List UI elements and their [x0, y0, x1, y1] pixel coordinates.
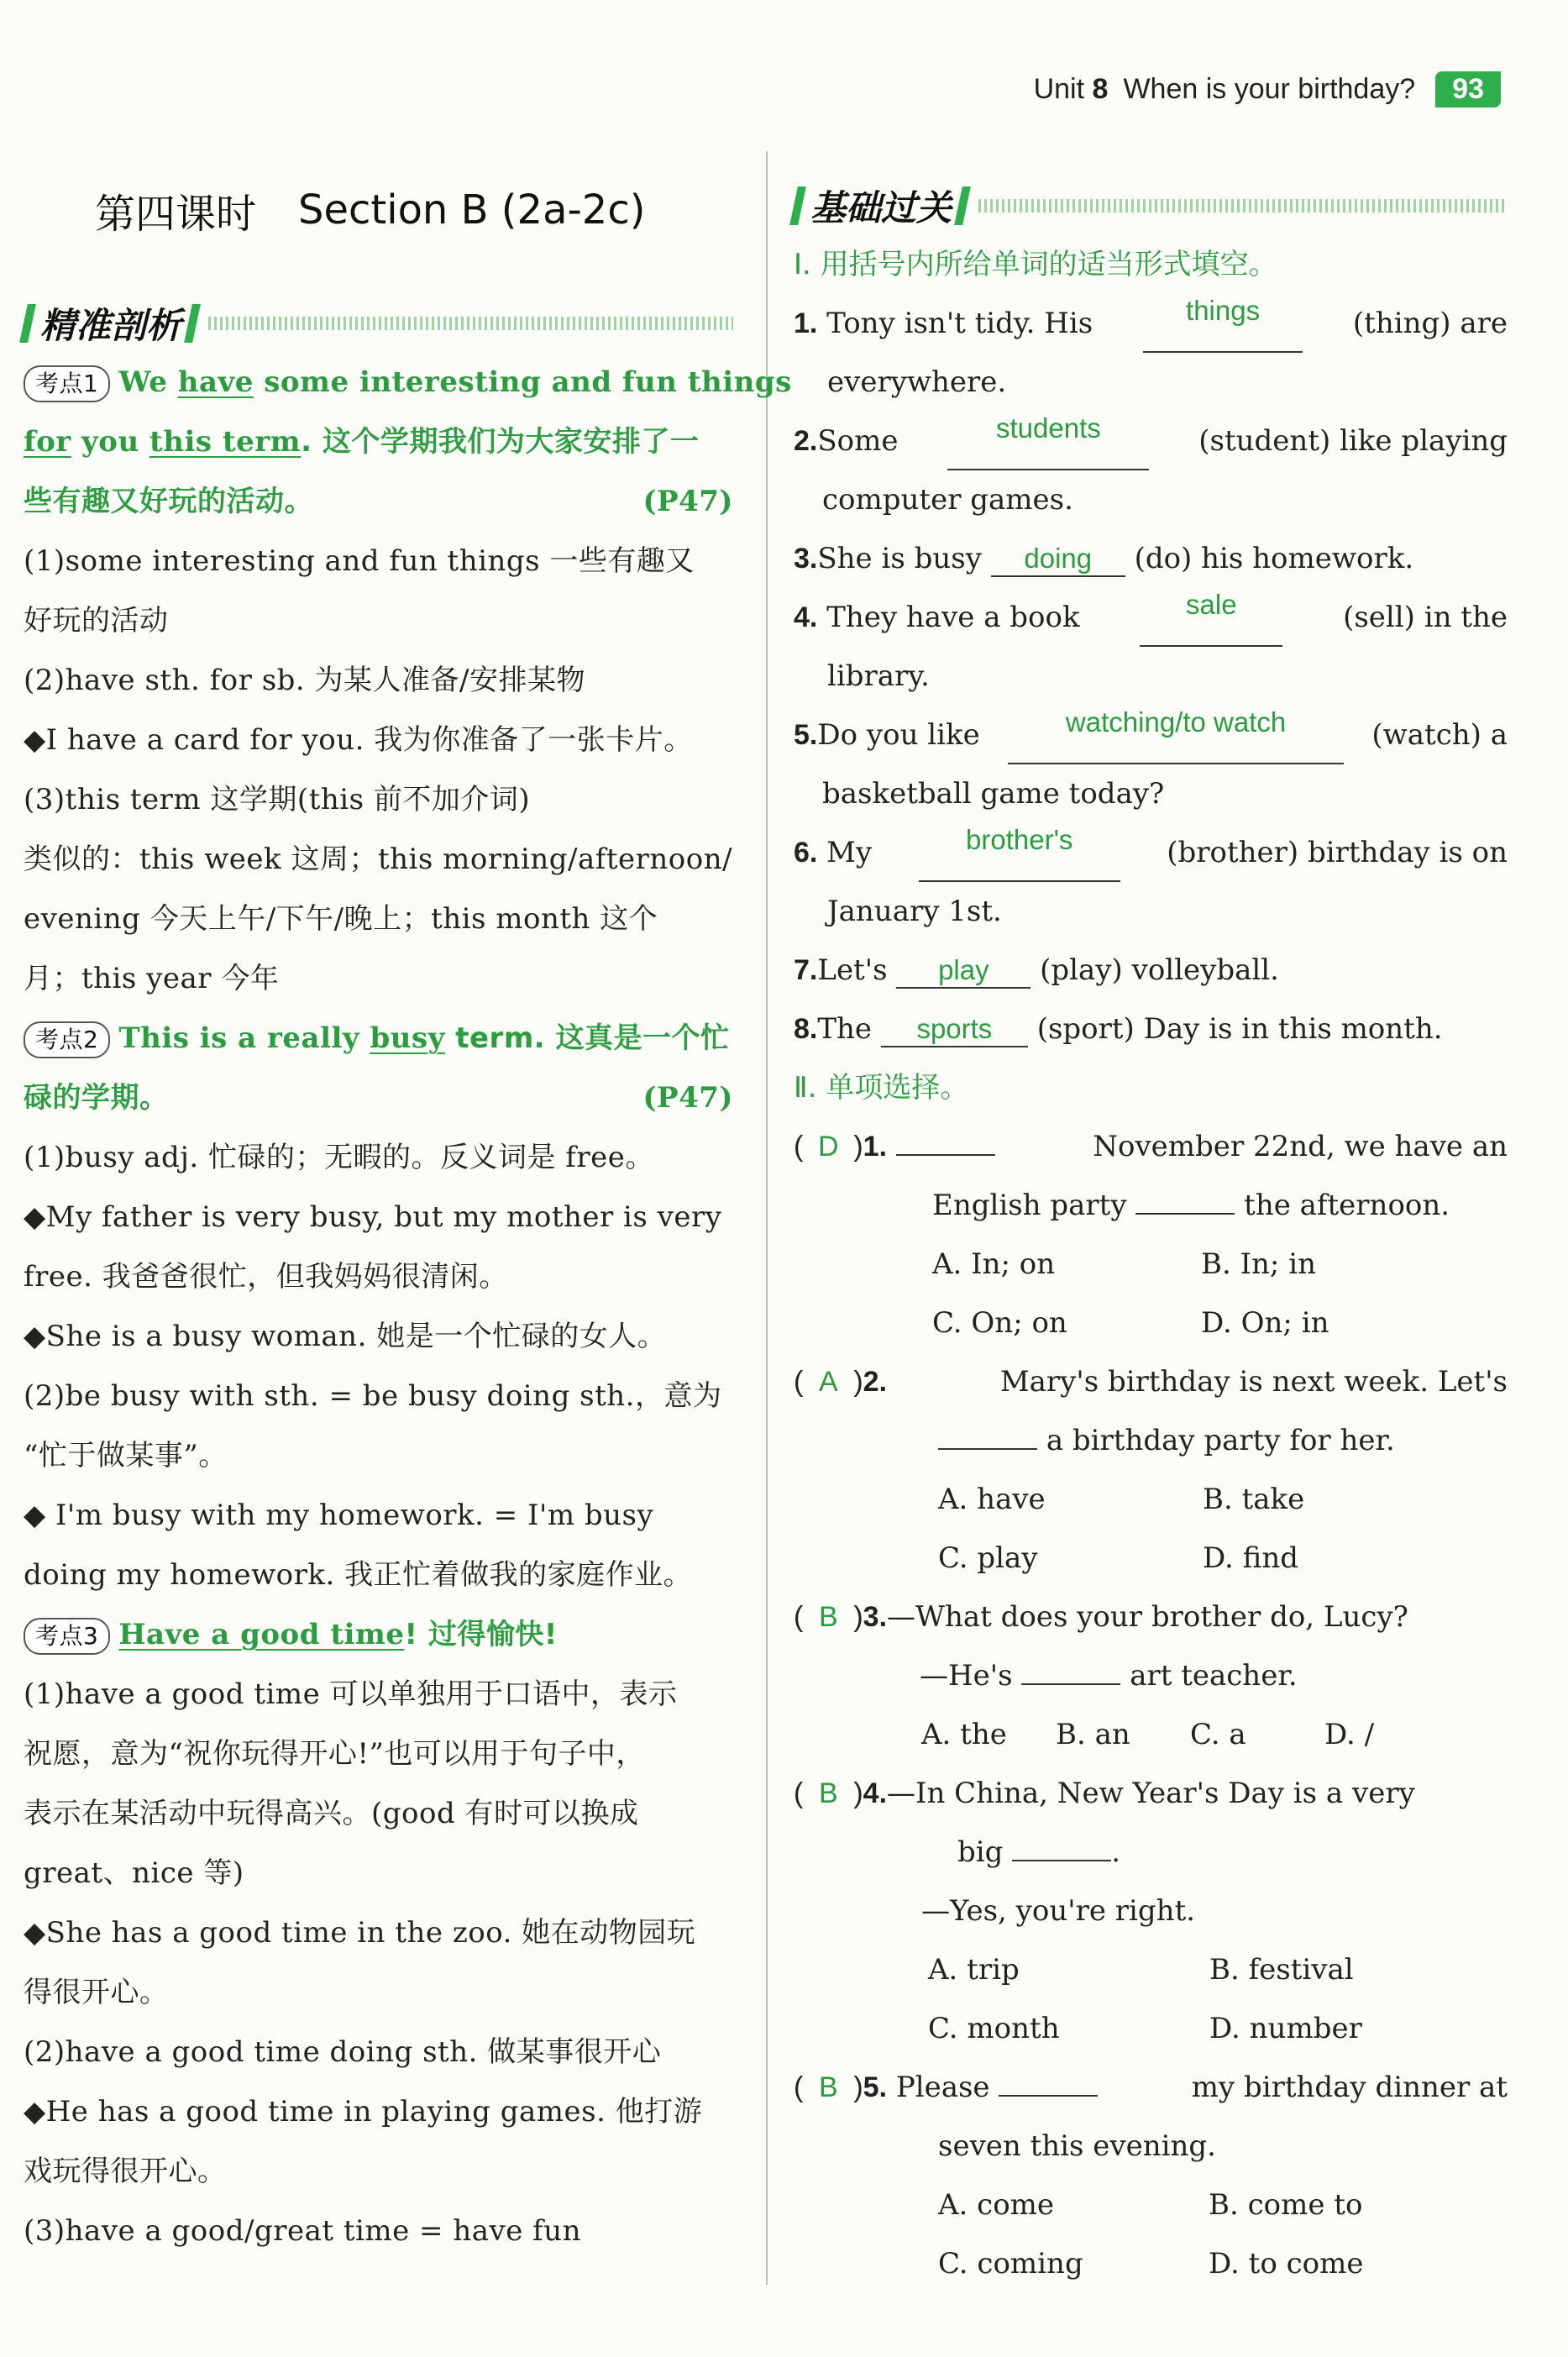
kp2-text: free. 我爸爸很忙，但我妈妈很清闲。: [24, 1260, 508, 1294]
fill-item-1-cont: everywhere.: [827, 365, 1007, 399]
column-divider: [766, 151, 768, 2285]
kp1-badge: 考点1: [24, 365, 110, 402]
fill-item-2: 2.Some students (student) like playing: [794, 412, 1508, 470]
choice-q4: ( B )4.—In China, New Year's Day is a very: [794, 1764, 1508, 1823]
kp3-text: 祝愿，意为“祝你玩得开心!”也可以用于句子中，: [24, 1737, 645, 1771]
key-point-2: [24, 1009, 733, 1605]
kp3-text: 表示在某活动中玩得高兴。(good 有时可以换成: [24, 1797, 639, 1830]
kp1-text: (1)some interesting and fun things 一些有趣又: [24, 544, 695, 578]
fill-item-6: 6. My brother's (brother) birthday is on: [794, 823, 1508, 882]
choice-q5-line2: seven this evening.: [938, 2129, 1216, 2163]
fill-item-5-cont: basketball game today?: [822, 777, 1165, 811]
key-point-1: [24, 353, 792, 1009]
choice-answer[interactable]: B: [818, 1601, 838, 1633]
kp2-line1: 考点2 This is a really busy term. 这真是一个忙: [24, 1009, 733, 1068]
key-point-3: [24, 1605, 733, 2261]
basics-heading: 基础过关: [794, 176, 1508, 235]
answer-blank[interactable]: things: [1143, 294, 1303, 353]
choice-q3-options: A. the B. an C. a D. /: [921, 1718, 1375, 1751]
kp2-badge: 考点2: [24, 1021, 110, 1058]
kp1-text: ◆I have a card for you. 我为你准备了一张卡片。: [24, 723, 693, 757]
choice-q1-options: C. On; on D. On; in: [932, 1306, 1329, 1340]
fill-item-3: 3.She is busy doing (do) his homework.: [794, 542, 1414, 575]
choice-answer[interactable]: B: [818, 1777, 838, 1809]
choice-q3: ( B )3.—What does your brother do, Lucy?: [794, 1588, 1508, 1646]
unit-title: When is your birthday?: [1123, 72, 1416, 105]
kp2-text: (2)be busy with sth. = be busy doing sth.，意为: [24, 1379, 722, 1413]
part2-title: Ⅱ. 单项选择。: [794, 1071, 969, 1105]
kp3-line1: 考点3 Have a good time! 过得愉快!: [24, 1605, 733, 1665]
lesson-title: 第四课时 Section B (2a-2c): [95, 186, 646, 238]
choice-q2-options: C. play D. find: [938, 1541, 1299, 1575]
kp2-text: ◆She is a busy woman. 她是一个忙碌的女人。: [24, 1320, 667, 1353]
kp3-text: ◆She has a good time in the zoo. 她在动物园玩: [24, 1916, 696, 1950]
fill-item-6-cont: January 1st.: [827, 895, 1002, 928]
choice-q1-line2: English party the afternoon.: [932, 1189, 1450, 1222]
choice-answer[interactable]: D: [818, 1131, 839, 1163]
fill-item-7: 7.Let's play (play) volleyball.: [794, 953, 1279, 987]
kp1-text: 好玩的活动: [24, 604, 169, 638]
page-header: [1034, 66, 1501, 113]
choice-q4-options: A. trip B. festival: [928, 1953, 1354, 1987]
kp3-text: great、nice 等): [24, 1856, 244, 1890]
kp1-text: 月；this year 今年: [24, 962, 280, 995]
choice-q2-options: A. have B. take: [938, 1483, 1305, 1516]
right-column: [794, 160, 1508, 2293]
fill-item-1: 1. Tony isn't tidy. His things (thing) are: [794, 294, 1508, 353]
kp3-text: (1)have a good time 可以单独用于口语中，表示: [24, 1677, 678, 1711]
choice-q2-line2: a birthday party for her.: [794, 1411, 1508, 1470]
choice-answer[interactable]: A: [818, 1366, 838, 1398]
fill-item-5: 5.Do you like watching/to watch (watch) a: [794, 706, 1508, 764]
answer-blank[interactable]: play: [896, 953, 1030, 989]
choice-q4-options: C. month D. number: [928, 2012, 1362, 2045]
choice-q1-options: A. In; on B. In; in: [932, 1247, 1316, 1281]
answer-blank[interactable]: sports: [881, 1012, 1028, 1047]
kp1-text: evening 今天上午/下午/晚上；this month 这个: [24, 902, 658, 936]
kp1-line2: for you this term. 这个学期我们为大家安排了一: [24, 425, 700, 459]
kp2-text: doing my homework. 我正忙着做我的家庭作业。: [24, 1558, 693, 1592]
kp3-text: 戏玩得很开心。: [24, 2155, 227, 2188]
page-number: 93: [1435, 71, 1501, 108]
answer-blank[interactable]: watching/to watch: [1008, 706, 1344, 764]
answer-blank[interactable]: doing: [991, 542, 1125, 577]
part1-title: Ⅰ. 用括号内所给单词的适当形式填空。: [794, 248, 1277, 281]
choice-q2: ( A )2. Mary's birthday is next week. Let's: [794, 1352, 1508, 1411]
kp3-text: (2)have a good time doing sth. 做某事很开心: [24, 2035, 662, 2069]
kp1-line3: 些有趣又好玩的活动。 (P47): [24, 485, 733, 518]
kp3-text: ◆He has a good time in playing games. 他打游: [24, 2095, 703, 2129]
kp1-text: 类似的：this week 这周；this morning/afternoon/: [24, 843, 733, 876]
answer-blank[interactable]: students: [947, 412, 1149, 470]
kp3-badge: 考点3: [24, 1618, 110, 1655]
kp2-text: ◆ I'm busy with my homework. = I'm busy: [24, 1499, 654, 1532]
fill-item-2-cont: computer games.: [822, 483, 1073, 517]
kp1-text: (3)this term 这学期(this 前不加介词): [24, 783, 531, 816]
kp2-text: “忙于做某事”。: [24, 1439, 228, 1472]
kp3-text: (3)have a good/great time = have fun: [24, 2214, 582, 2248]
kp2-line2: 碌的学期。 (P47): [24, 1081, 733, 1115]
fill-item-8: 8.The sports (sport) Day is in this month.: [794, 1012, 1443, 1046]
choice-q5-options: A. come B. come to: [938, 2188, 1363, 2222]
kp2-text: (1)busy adj. 忙碌的；无暇的。反义词是 free。: [24, 1141, 654, 1174]
choice-q5-options: C. coming D. to come: [938, 2247, 1364, 2281]
unit-label: Unit 8: [1033, 72, 1109, 105]
choice-q3-line2: —He's art teacher.: [920, 1659, 1298, 1693]
analysis-heading: 精准剖析: [24, 294, 733, 353]
choice-q1: ( D )1. November 22nd, we have an: [794, 1117, 1508, 1176]
choice-answer[interactable]: B: [818, 2071, 838, 2103]
left-column: [24, 160, 792, 2261]
kp1-line1: 考点1 We have some interesting and fun things: [24, 353, 733, 412]
kp3-text: 得很开心。: [24, 1976, 169, 2009]
choice-q4-line2: big .: [957, 1835, 1121, 1869]
kp1-text: (2)have sth. for sb. 为某人准备/安排某物: [24, 664, 585, 697]
kp2-text: ◆My father is very busy, but my mother is very: [24, 1200, 722, 1234]
fill-item-4: 4. They have a book sale (sell) in the: [794, 588, 1508, 647]
answer-blank[interactable]: brother's: [919, 823, 1120, 882]
choice-q4-line3: —Yes, you're right.: [921, 1894, 1196, 1928]
fill-item-4-cont: library.: [827, 659, 930, 693]
choice-q5: ( B )5. Please my birthday dinner at: [794, 2058, 1508, 2117]
answer-blank[interactable]: sale: [1140, 588, 1282, 647]
